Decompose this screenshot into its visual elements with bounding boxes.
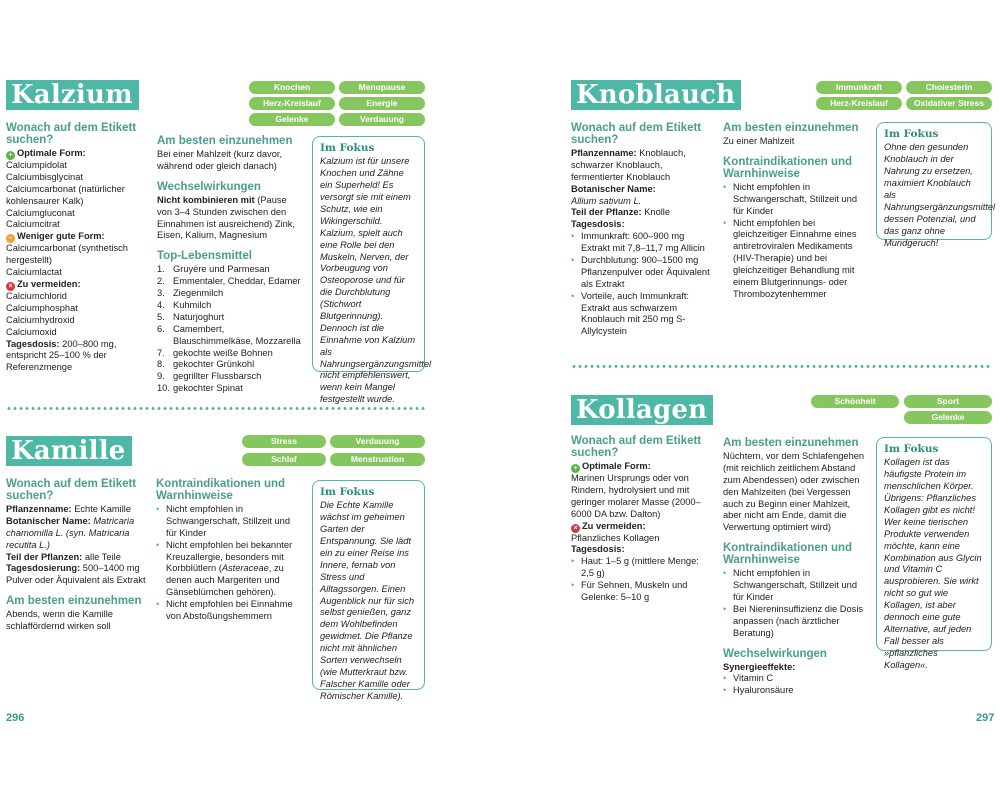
avoid-label: Zu vermeiden: (582, 520, 646, 531)
knoblauch-title: Knoblauch (571, 80, 741, 110)
contra-item: • Nicht empfohlen in Schwangerschaft, Stillzeit und für Kinder (723, 182, 867, 218)
tag-menopause: Menopause (339, 81, 425, 94)
kamille-title: Kamille (6, 436, 132, 466)
dose-item: • Für Sehnen, Muskeln und Gelenke: 5–10 g (571, 580, 711, 604)
best-heading: Am besten einzunehmen (6, 595, 142, 608)
kalzium-middle-column (157, 135, 302, 395)
best-heading: Am besten einzunehmen (723, 122, 859, 134)
food-item: 8. gekochter Grünkohl (157, 359, 255, 370)
kollagen-label-column (571, 435, 711, 604)
interactions-heading: Wechselwirkungen (723, 647, 827, 660)
kamille-middle-column (156, 478, 302, 623)
dose-text: 500–1400 mg Pulver oder Äquivalent als Extrakt (6, 563, 146, 586)
right-page (500, 0, 1000, 800)
less-good-label: Weniger gute Form: (17, 231, 105, 242)
kamille-focus-box (312, 480, 425, 701)
focus-text: Die Echte Kamille wächst im geheimen Garten der Entspannung. Sie lädt ein zu einer Reise ins Innere, fernab von Stress und Alltagssorgen. Einen Augenblick nur für sich selbst genießen, ganz dem Wohlbefinden gewidmet. Die Pflanze nicht mit ähnlichen Sorten verwechseln (wie Mutterkraut bzw. Falscher Kamille oder Römischer Kamille). (320, 500, 415, 701)
contra-item: • Nicht empfohlen bei Einnahme von Abstoßungshemmern (156, 599, 302, 623)
contra-list (723, 568, 867, 639)
botanical-label: Botanischer Name: (571, 183, 656, 194)
part-text: Knolle (641, 207, 671, 218)
interactions-heading: Wechselwirkungen (157, 180, 261, 193)
best-text: Bei einer Mahlzeit (kurz davor, während oder gleich danach) (157, 149, 283, 171)
optimal-form-label: Optimale Form: (17, 148, 86, 158)
dose-list (571, 556, 711, 604)
cross-icon: × (6, 282, 15, 291)
knoblauch-middle-column (723, 122, 867, 301)
less-good-item: Calciumcarbonat (synthetisch hergestellt) (6, 243, 128, 266)
interactions-bold: Nicht kombinieren mit (157, 194, 255, 205)
contra-heading: Kontraindikationen und Warnhinweise (156, 478, 286, 502)
plant-text: Echte Kamille (71, 504, 132, 514)
best-text: Nüchtern, vor dem Schlafengehen (mit reichlich zeitlichem Abstand zum Abendessen) oder zwischen den Mahlzeiten (bei Vergessen auch zu Beginn einer Mahlzeit, aber nicht am Ende, damit die Verwertung optimiert wird) (723, 451, 865, 533)
plant-label: Pflanzenname: (6, 504, 72, 514)
contra-list (723, 182, 867, 301)
focus-heading: Im Fokus (884, 128, 939, 140)
contra-heading: Kontraindikationen und Warnhinweise (723, 542, 853, 567)
food-item: 5. Naturjoghurt (157, 311, 225, 322)
food-item: 6. Camembert, Blauschimmelkäse, Mozzarella (157, 323, 301, 346)
foods-heading: Top-Lebensmittel (157, 250, 252, 263)
best-heading: Am besten einzunehmen (157, 135, 293, 147)
cross-icon: × (571, 524, 580, 533)
synergy-list (723, 673, 867, 697)
contra-item: • Bei Niereninsuffizienz die Dosis anpassen (nach ärztlicher Beratung) (723, 604, 867, 640)
contra-item: • Nicht empfohlen in Schwangerschaft, Stillzeit und für Kinder (156, 504, 302, 540)
foods-list (157, 264, 302, 395)
contra-item: • Nicht empfohlen in Schwangerschaft, Stillzeit und für Kinder (723, 568, 867, 604)
best-text: Abends, wenn die Kamille schlaffördernd wirken soll (6, 609, 113, 632)
avoid-item: Calciumphosphat (6, 302, 78, 313)
plant-text: Knoblauch, schwarzer Knoblauch, fermentierter Knoblauch (571, 148, 686, 182)
tag-oxidativer-stress: Oxidativer Stress (906, 97, 992, 110)
tag-immunkraft: Immunkraft (816, 81, 902, 94)
tag-schoenheit: Schönheit (811, 395, 899, 408)
best-text: Zu einer Mahlzeit (723, 136, 795, 146)
tag-gelenke: Gelenke (904, 411, 992, 424)
food-item: 10. gekochter Spinat (157, 383, 243, 394)
contra-list (156, 504, 302, 623)
synergy-item: • Hyaluronsäure (723, 685, 867, 697)
focus-text: Kalzium ist für unsere Knochen und Zähne ein Superheld! Es versorgt sie mit einem Schutz, wie ein Wikingerschild. Kalzium, spielt auch eine Rolle bei den Muskeln, Nerven, der Vorbeugung von Osteoporose und für die Durchblutung (Stichwort Blutgerinnung). Dennoch ist die Einnahme von Kalzium als Nahrungsergänzungsmittel nicht empfehlenswert, wenn kein Mangel festgestellt wurde. (320, 156, 432, 405)
kalzium-label-column (6, 122, 146, 374)
section-divider (571, 365, 992, 368)
tag-sport: Sport (904, 395, 992, 408)
avoid-item: Calciumchlorid (6, 291, 67, 302)
dose-list (571, 231, 711, 338)
avoid-text: Pflanzliches Kollagen (571, 532, 660, 543)
kalzium-title: Kalzium (6, 80, 139, 110)
tag-herz-kreislauf: Herz-Kreislauf (249, 97, 335, 110)
less-good-item: Calciumlactat (6, 267, 62, 278)
avoid-item: Calciumoxid (6, 326, 57, 337)
kollagen-label-heading: Wonach auf dem Etikett suchen? (571, 435, 702, 459)
part-text: alle Teile (82, 551, 121, 562)
section-divider (6, 407, 426, 410)
knoblauch-focus-box (876, 122, 996, 248)
food-item: 4. Kuhmilch (157, 300, 212, 311)
dose-label: Tagesdosis: (6, 338, 60, 349)
plant-label: Pflanzenname: (571, 148, 637, 158)
tag-energie: Energie (339, 97, 425, 110)
botanical-label: Botanischer Name: (6, 515, 91, 526)
dose-label: Tagesdosis: (571, 219, 625, 230)
dose-item: • Immunkraft: 600–900 mg Extrakt mit 7,8–11,7 mg Allicin (571, 231, 711, 255)
tag-schlaf: Schlaf (242, 453, 326, 466)
kollagen-title: Kollagen (571, 395, 713, 425)
optimal-item: Calciumbisglycinat (6, 171, 83, 182)
optimal-text: Marinen Ursprungs oder von Rindern, hydrolysiert und mit geringer molarer Masse (2000–6000 DA bzw. Dalton) (571, 473, 701, 519)
tag-herz-kreislauf: Herz-Kreislauf (816, 97, 902, 110)
tag-cholesterin: Cholesterin (906, 81, 992, 94)
kollagen-middle-column (723, 437, 867, 697)
kollagen-focus-box (876, 437, 992, 670)
synergy-label: Synergieeffekte: (723, 661, 796, 672)
food-item: 9. gegrillter Flussbarsch (157, 371, 262, 382)
check-icon: + (6, 151, 15, 160)
knoblauch-label-column (571, 122, 711, 338)
tag-verdauung: Verdauung (339, 113, 425, 126)
page-number: 297 (976, 712, 995, 724)
food-item: 3. Ziegenmilch (157, 288, 224, 299)
optimal-item: Calciumcarbonat (natürlicher kohlensaurer Kalk) (6, 183, 125, 206)
food-item: 1. Gruyère und Parmesan (157, 264, 270, 275)
kamille-label-heading: Wonach auf dem Etikett suchen? (6, 478, 137, 502)
part-label: Teil der Pflanzen: (6, 551, 83, 562)
tag-menstruation: Menstruation (330, 453, 425, 466)
avoid-item: Calciumhydroxid (6, 314, 75, 325)
optimal-item: Calciumgluconat (6, 207, 75, 218)
dose-text: 200–800 mg, entspricht 25–100 % der Referenzmenge (6, 338, 117, 373)
focus-heading: Im Fokus (320, 486, 375, 498)
kalzium-label-heading: Wonach auf dem Etikett suchen? (6, 122, 137, 146)
dose-item: • Haut: 1–5 g (mittlere Menge: 2,5 g) (571, 556, 711, 580)
optimal-item: Calciumpidolat (6, 160, 67, 170)
focus-heading: Im Fokus (884, 443, 939, 455)
knoblauch-label-heading: Wonach auf dem Etikett suchen? (571, 122, 702, 146)
food-item: 2. Emmentaler, Cheddar, Edamer (157, 276, 301, 287)
contra-item: • Nicht empfohlen bei bekannter Kreuzallergie, besonders mit Korbblütlern (Asteraceae, zu denen auch Margeriten und Gänseblümchen gehören). (156, 540, 302, 599)
focus-text: Ohne den gesunden Knoblauch in der Nahrung zu ersetzen, maximiert Knoblauch als Nahrungsergänzungsmittel dessen Potenzial, und das ganz ohne Mundgeruch! (884, 142, 996, 248)
optimal-item: Calciumcitrat (6, 219, 60, 230)
best-heading: Am besten einzunehmen (723, 437, 859, 449)
page-number: 296 (6, 712, 25, 724)
dose-item: • Durchblutung: 900–1500 mg Pflanzenpulver oder Äquivalent als Extrakt (571, 255, 711, 291)
food-item: 7. gekochte weiße Bohnen (157, 347, 273, 358)
dose-item: • Vorteile, auch Immunkraft: Extrakt aus schwarzem Knoblauch mit 250 mg S-Allylcystein (571, 291, 711, 339)
botanical-text: Allium sativum L. (571, 195, 642, 206)
synergy-item: • Vitamin C (723, 673, 867, 685)
botanical-text: Matricaria chamomilla L. (syn. Matricaria recutita L.) (6, 515, 135, 550)
optimal-form-label: Optimale Form: (582, 461, 651, 471)
part-label: Teil der Pflanze: (571, 207, 642, 218)
tag-stress: Stress (242, 435, 326, 448)
focus-text: Kollagen ist das häufigste Protein im menschlichen Körper. Übrigens: Pflanzliches Kollagen gibt es nicht! Wer keine tierischen Produkte verwenden möchte, kann eine Kombination aus Glycin und Vitamin C ausprobieren. Sie wirkt nicht so gut wie Kollagen, ist aber dennoch eine gute Alternative, auf jeden Fall besser als »pflanzliches Kollagen«. (884, 457, 982, 670)
minus-icon: – (6, 234, 15, 243)
kamille-label-column (6, 478, 146, 633)
dose-label: Tagesdosierung: (6, 563, 81, 574)
contra-item: • Nicht empfohlen bei gleichzeitiger Einnahme eines antiretroviralen Medikaments (HIV-Therapie) und bei gleichzeitiger Behandlung mit einem Blutgerinnungs- oder Thrombozytenhemmer (723, 218, 867, 301)
avoid-label: Zu vermeiden: (17, 279, 81, 290)
interactions-text: (Pause von 3–4 Stunden zwischen den Einnahmen ist ausreichend) Zink, Eisen, Kalium, Magnesium (157, 194, 295, 241)
contra-heading: Kontraindikationen und Warnhinweise (723, 155, 853, 180)
focus-heading: Im Fokus (320, 142, 375, 154)
check-icon: + (571, 464, 580, 473)
tag-verdauung: Verdauung (330, 435, 425, 448)
dose-label: Tagesdosis: (571, 544, 625, 555)
tag-gelenke: Gelenke (249, 113, 335, 126)
kalzium-focus-box (312, 136, 432, 405)
tag-knochen: Knochen (249, 81, 335, 94)
